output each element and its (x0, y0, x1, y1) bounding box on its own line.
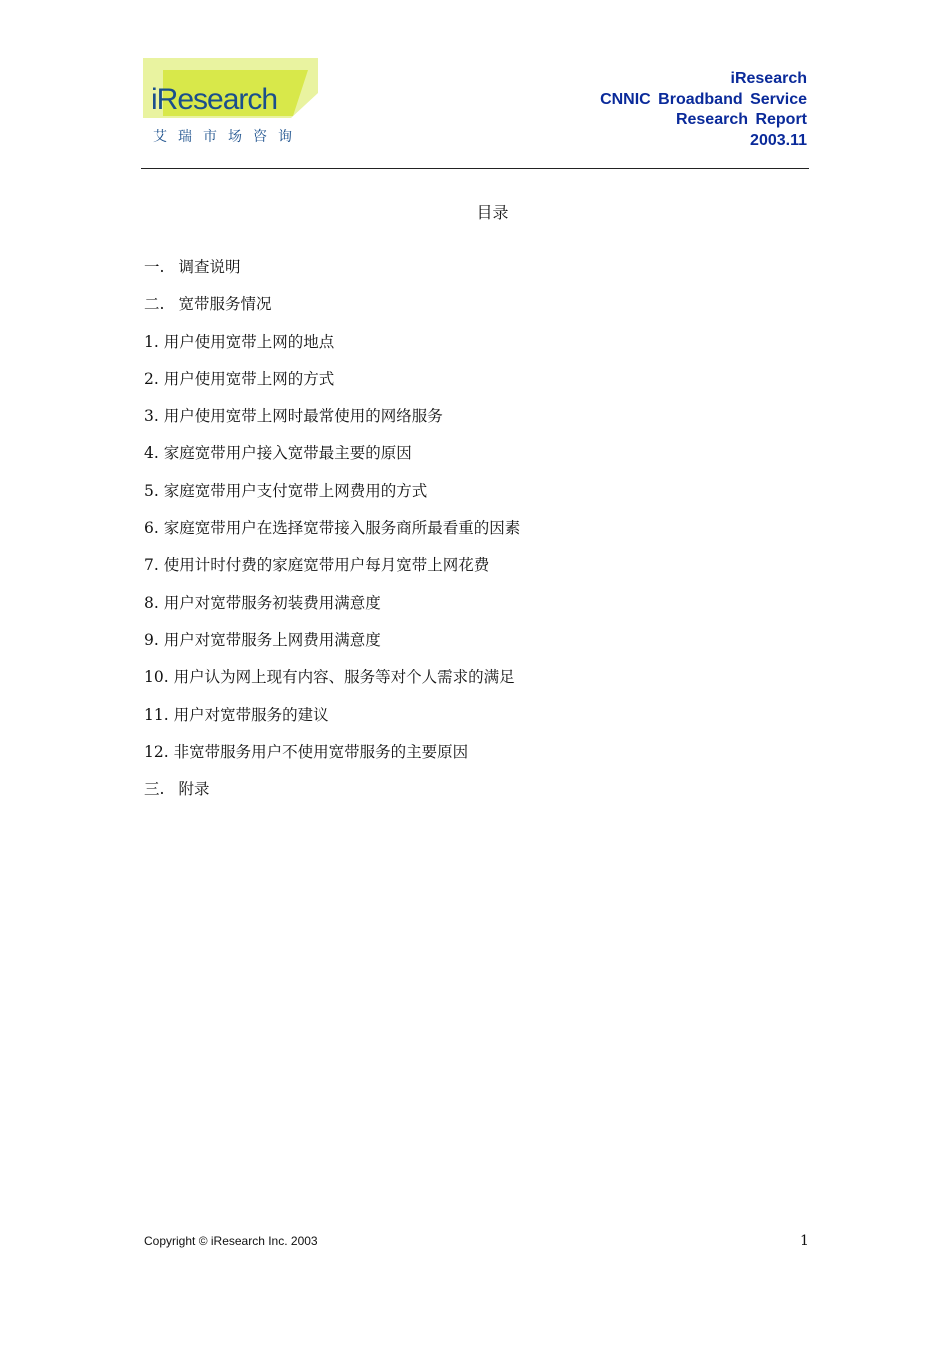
toc-item[interactable] (144, 629, 520, 666)
toc-item[interactable] (144, 666, 520, 703)
toc-item-text: 用户使用宽带上网的方式 (163, 369, 335, 388)
toc-item-text: 非宽带服务用户不使用宽带服务的主要原因 (173, 742, 469, 761)
toc-item-text: 调查说明 (178, 258, 241, 276)
toc-item-number: 3. (144, 407, 159, 426)
toc-item[interactable] (144, 741, 520, 778)
table-of-contents (144, 256, 520, 815)
toc-title: 目录 (476, 203, 509, 222)
toc-item[interactable] (144, 293, 520, 330)
toc-item-text: 用户使用宽带上网时最常使用的网络服务 (163, 407, 443, 426)
toc-item-number: 11. (144, 705, 169, 724)
toc-item-text: 用户使用宽带上网的地点 (163, 332, 335, 351)
toc-item-text: 用户认为网上现有内容、服务等对个人需求的满足 (173, 668, 515, 687)
toc-item[interactable] (144, 480, 520, 517)
toc-item-number: 12. (144, 742, 169, 761)
toc-item[interactable] (144, 704, 520, 741)
toc-item-text: 家庭宽带用户接入宽带最主要的原因 (163, 444, 412, 463)
toc-item-number: 8. (144, 593, 159, 612)
page-number: 1 (800, 1233, 809, 1249)
toc-item-number: 10. (144, 668, 169, 687)
iresearch-logo (143, 58, 318, 154)
header-date: 2003.11 (750, 131, 807, 149)
toc-item-text: 使用计时付费的家庭宽带用户每月宽带上网花费 (163, 556, 490, 575)
toc-item[interactable] (144, 442, 520, 479)
toc-item[interactable] (144, 517, 520, 554)
toc-item-number: 5. (144, 481, 159, 500)
toc-item-number: 7. (144, 556, 159, 575)
copyright-notice: Copyright © iResearch Inc. 2003 (144, 1234, 318, 1248)
header-brand: iResearch (730, 70, 807, 87)
report-header (600, 69, 807, 151)
toc-item[interactable] (144, 554, 520, 591)
toc-item-number: 6. (144, 519, 159, 538)
toc-item[interactable] (144, 256, 520, 293)
toc-item[interactable] (144, 405, 520, 442)
toc-item-number: 4. (144, 444, 159, 463)
toc-item-text: 家庭宽带用户支付宽带上网费用的方式 (163, 481, 428, 500)
logo-wordmark: iResearch (151, 83, 278, 116)
toc-item-number: 1. (144, 332, 159, 351)
toc-item-number: 2. (144, 369, 159, 388)
toc-item[interactable] (144, 778, 520, 815)
toc-item-text: 用户对宽带服务初装费用满意度 (163, 593, 381, 612)
toc-item-number: 二. (144, 295, 165, 314)
header-report-type: Research Report (675, 111, 807, 128)
toc-item[interactable] (144, 592, 520, 629)
header-report-name: CNNIC Broadband Service (600, 90, 807, 108)
toc-item-number: 三. (144, 780, 165, 799)
toc-item-text: 用户对宽带服务上网费用满意度 (163, 630, 381, 649)
toc-item-text: 附录 (178, 780, 210, 799)
toc-item[interactable] (144, 331, 520, 368)
toc-item-text: 宽带服务情况 (178, 295, 272, 314)
header-divider (141, 168, 809, 169)
toc-item-number: 一. (144, 258, 165, 276)
logo-tagline: 艾瑞市场咨询 (153, 129, 303, 145)
toc-item[interactable] (144, 368, 520, 405)
toc-item-text: 用户对宽带服务的建议 (173, 705, 329, 724)
toc-item-text: 家庭宽带用户在选择宽带接入服务商所最看重的因素 (163, 519, 521, 538)
toc-item-number: 9. (144, 630, 159, 649)
